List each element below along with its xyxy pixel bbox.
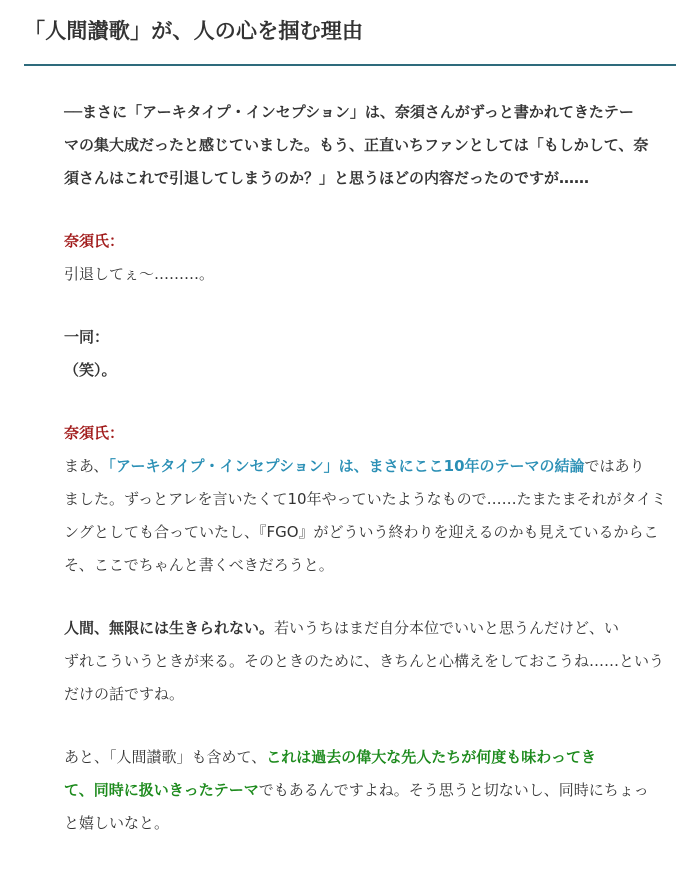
- highlighted-phrase: 「アーキタイプ・インセプション」は、まさにここ10年のテーマの結論: [108, 457, 585, 475]
- reply-text-rest: でもあるんですよね。そう思うと切ないし、同時にちょっ: [258, 781, 649, 799]
- reply-line-2: ずれこういうときが来る。そのときのために、きちんと心構えをしておこうね……という: [64, 652, 665, 670]
- section-title: 「人間讃歌」が、人の心を掴む理由: [24, 19, 364, 43]
- speaker-label: 奈須氏：: [64, 232, 125, 250]
- reply-text: （笑）。: [64, 361, 117, 379]
- all-reply: [64, 321, 644, 387]
- reply-text-pre: あと、「人間讃歌」も含めて、: [64, 748, 267, 766]
- nasu-reply-1: [64, 225, 644, 291]
- reply-line-2: ました。ずっとアレを言いたくて10年やっていたようなもので……たまたまそれがタイミ: [64, 490, 667, 508]
- nasu-reply-3: [64, 612, 665, 711]
- reply-line-1: [64, 450, 644, 483]
- reply-line-2: [64, 774, 649, 807]
- reply-line-3: だけの話ですね。: [64, 685, 185, 703]
- highlighted-phrase: これは過去の偉大な先人たちが何度も味わってき: [266, 748, 597, 766]
- reply-line-4: そ、ここでちゃんと書くべきだろうと。: [64, 556, 334, 574]
- bold-phrase: 人間、無限には生きられない。: [64, 619, 275, 637]
- reply-text: 引退してぇ〜………。: [64, 265, 215, 283]
- reply-line-3: ングとしても合っていたし、『FGO』がどういう終わりを迎えるのかも見えているからこ: [64, 523, 659, 541]
- highlighted-phrase-cont: て、同時に扱いきったテーマ: [64, 781, 259, 799]
- speaker-label: 奈須氏：: [64, 424, 125, 442]
- reply-line-1: [64, 741, 644, 774]
- nasu-reply-4: [64, 741, 649, 840]
- interviewer-question: [64, 96, 649, 195]
- question-line-2: マの集大成だったと感じていました。もう、正直いちファンとしては「もしかして、奈: [64, 136, 649, 154]
- reply-text-rest: 若いうちはまだ自分本位でいいと思うんだけど、い: [274, 619, 620, 637]
- reply-line-3: と嬉しいなと。: [64, 814, 170, 832]
- question-line-3: 須さんはこれで引退してしまうのか？」と思うほどの内容だったのですが……: [64, 169, 590, 187]
- question-line-1: ──まさに「アーキタイプ・インセプション」は、奈須さんがずっと書かれてきたテー: [64, 103, 634, 121]
- speaker-label: 一同：: [64, 328, 110, 346]
- section-heading: [24, 14, 676, 66]
- reply-text-post: ではあり: [584, 457, 645, 475]
- reply-line-1: [64, 612, 644, 645]
- nasu-reply-2: [64, 417, 667, 582]
- reply-text-pre: まあ、: [64, 457, 109, 475]
- article-body: [64, 96, 667, 870]
